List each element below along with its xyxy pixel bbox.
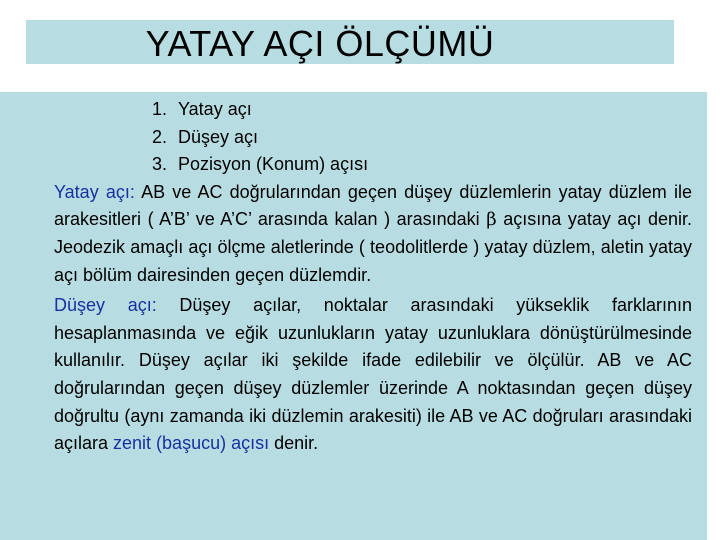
list-item-label: Yatay açı <box>178 99 252 119</box>
vertical-angle-text-2: denir. <box>269 433 319 454</box>
horizontal-angle-term: Yatay açı: <box>54 181 135 202</box>
list-item <box>152 151 692 179</box>
vertical-angle-term: Düşey açı: <box>54 295 157 316</box>
slide-body <box>54 96 692 458</box>
vertical-angle-paragraph <box>54 292 692 458</box>
list-item-label: Pozisyon (Konum) açısı <box>178 154 369 175</box>
vertical-angle-text-1: Düşey açılar, noktalar arasındaki yükseklik farklarının hesaplanmasında ve eğik uzunlukların yatay uzunluklara dönüştürülmesinde kullanılır. Düşey açılar iki şekilde ifade edilebilir ve ölçülür. AB ve AC doğrularından geçen düşey düzlemler üzerinde A noktasından geçen düşey doğrultu (aynı zamanda iki düzlemin arakesiti) ile AB ve AC doğruları arasındaki açılara <box>54 295 692 454</box>
beta-symbol: β <box>486 209 497 231</box>
list-item <box>152 96 692 124</box>
list-item-number: 2. <box>152 126 168 147</box>
horizontal-angle-paragraph <box>54 179 692 289</box>
title-band <box>26 20 674 64</box>
list-item <box>152 124 692 152</box>
list-item-number: 3. <box>152 154 168 175</box>
list-item-label: Düşey açı <box>178 126 259 147</box>
zenith-angle-term: zenit (başucu) açısı <box>113 433 270 454</box>
page-title: YATAY AÇI ÖLÇÜMÜ <box>145 23 495 64</box>
angle-types-list <box>54 96 692 179</box>
list-item-number: 1. <box>152 99 168 119</box>
horizontal-angle-text-1: AB ve AC doğrularından geçen düşey düzlemlerin yatay düzlem ile arakesitleri ( A’B’ ve A’C’ arasında kalan ) arasındaki <box>54 181 692 230</box>
horizontal-angle-text-2: açısına yatay açı denir. Jeodezik amaçlı açı ölçme aletlerinde ( teodolitlerde ) yatay düzlem, aletin yatay açı bölüm dairesinden geçen düzlemdir. <box>54 209 693 285</box>
